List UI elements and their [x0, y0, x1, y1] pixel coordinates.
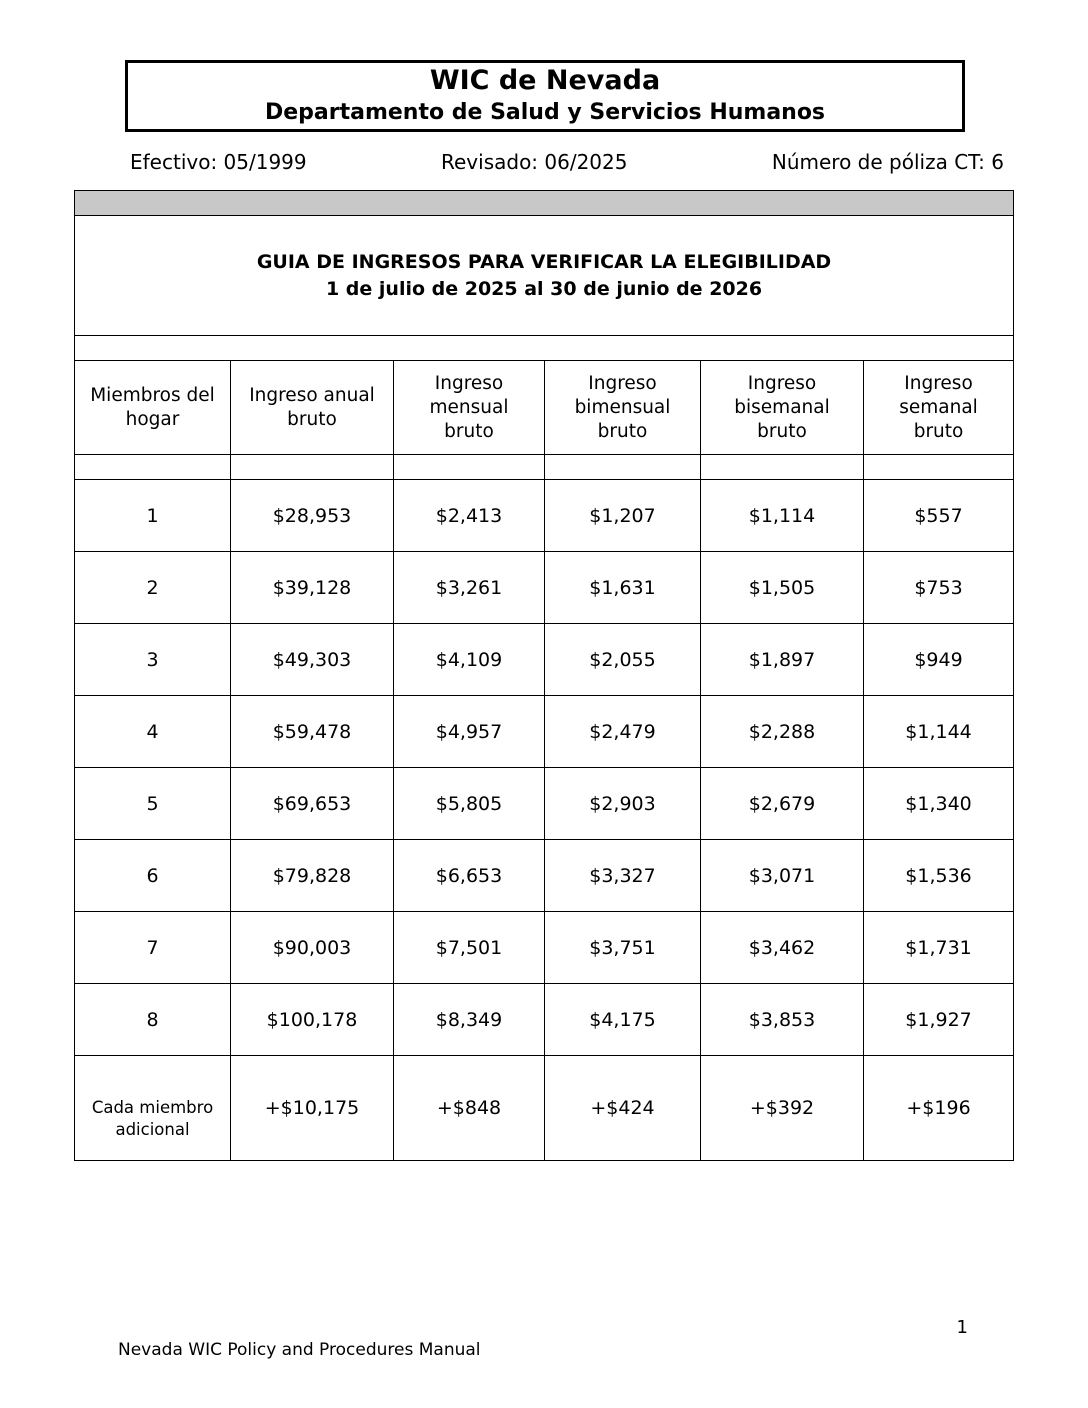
additional-member-increment-cell: +$196 [864, 1056, 1014, 1161]
income-cell: $59,478 [231, 696, 394, 768]
column-header-line: Ingreso [904, 372, 973, 394]
column-header-line: bruto [913, 420, 964, 442]
income-cell: $2,055 [545, 624, 701, 696]
table-title: GUIA DE INGRESOS PARA VERIFICAR LA ELEGIBILIDAD [256, 250, 832, 273]
table-row [75, 480, 1014, 552]
income-cell: $79,828 [231, 840, 394, 912]
table-shaded-bar [75, 191, 1014, 216]
additional-member-increment-cell: +$848 [394, 1056, 545, 1161]
column-header [545, 361, 701, 455]
additional-member-label [75, 1056, 231, 1161]
income-cell: $6,653 [394, 840, 545, 912]
column-header-line: Ingreso [434, 372, 504, 394]
income-cell: $39,128 [231, 552, 394, 624]
household-size-cell: 4 [75, 696, 231, 768]
income-cell: $100,178 [231, 984, 394, 1056]
income-cell: $3,462 [701, 912, 864, 984]
column-header-line: mensual [429, 396, 509, 418]
column-header-line: semanal [899, 396, 978, 418]
table-row [75, 624, 1014, 696]
income-cell: $2,679 [701, 768, 864, 840]
income-cell: $1,114 [701, 480, 864, 552]
page-number: 1 [956, 1317, 968, 1338]
table-row [75, 984, 1014, 1056]
column-header-line: Miembros del [90, 384, 215, 406]
table-header-row [75, 361, 1014, 455]
footer-manual-title: Nevada WIC Policy and Procedures Manual [118, 1340, 481, 1360]
column-header-line: bimensual [574, 396, 671, 418]
table-row [75, 552, 1014, 624]
column-header-line: Ingreso [588, 372, 657, 394]
income-cell: $1,536 [864, 840, 1014, 912]
income-cell: $3,853 [701, 984, 864, 1056]
household-size-cell: 8 [75, 984, 231, 1056]
column-header-line: bisemanal [734, 396, 830, 418]
column-header-line: Ingreso anual [249, 384, 375, 406]
income-cell: $2,903 [545, 768, 701, 840]
income-cell: $90,003 [231, 912, 394, 984]
column-header-line: bruto [597, 420, 648, 442]
income-cell: $3,261 [394, 552, 545, 624]
household-size-cell: 1 [75, 480, 231, 552]
income-cell: $1,340 [864, 768, 1014, 840]
income-cell: $1,207 [545, 480, 701, 552]
document-title: WIC de Nevada [429, 65, 661, 96]
effective-date: Efectivo: 05/1999 [130, 150, 307, 174]
document-subtitle: Departamento de Salud y Servicios Humanos [264, 100, 826, 125]
income-cell: $1,731 [864, 912, 1014, 984]
income-cell: $2,413 [394, 480, 545, 552]
table-date-range: 1 de julio de 2025 al 30 de junio de 2026 [325, 277, 763, 300]
income-cell: $557 [864, 480, 1014, 552]
column-header [231, 361, 394, 455]
income-cell: $1,897 [701, 624, 864, 696]
income-cell: $5,805 [394, 768, 545, 840]
income-cell: $4,109 [394, 624, 545, 696]
income-cell: $28,953 [231, 480, 394, 552]
table-title-row [75, 216, 1014, 336]
income-cell: $8,349 [394, 984, 545, 1056]
household-size-cell: 6 [75, 840, 231, 912]
income-cell: $2,479 [545, 696, 701, 768]
column-header [701, 361, 864, 455]
revised-date: Revisado: 06/2025 [441, 150, 628, 174]
income-cell: $3,071 [701, 840, 864, 912]
income-cell: $1,631 [545, 552, 701, 624]
income-cell: $4,175 [545, 984, 701, 1056]
column-header-line: bruto [444, 420, 494, 442]
table-row [75, 912, 1014, 984]
column-header-line: bruto [757, 420, 807, 442]
additional-member-increment-cell: +$424 [545, 1056, 701, 1161]
table-spacer-row [75, 455, 1014, 480]
table-row [75, 696, 1014, 768]
income-cell: $3,751 [545, 912, 701, 984]
household-size-cell: 7 [75, 912, 231, 984]
income-cell: $4,957 [394, 696, 545, 768]
income-guidelines-table [74, 190, 1014, 1161]
column-header-line: Ingreso [747, 372, 817, 394]
income-cell: $7,501 [394, 912, 545, 984]
household-size-cell: 2 [75, 552, 231, 624]
income-cell: $3,327 [545, 840, 701, 912]
additional-member-increment-cell: +$392 [701, 1056, 864, 1161]
column-header-line: bruto [287, 408, 337, 430]
income-cell: $2,288 [701, 696, 864, 768]
column-header [864, 361, 1014, 455]
income-cell: $1,144 [864, 696, 1014, 768]
income-cell: $1,927 [864, 984, 1014, 1056]
income-cell: $69,653 [231, 768, 394, 840]
income-cell: $949 [864, 624, 1014, 696]
column-header-line: hogar [125, 408, 180, 430]
document-title-box [125, 60, 965, 132]
income-cell: $49,303 [231, 624, 394, 696]
additional-member-increment-cell: +$10,175 [231, 1056, 394, 1161]
additional-member-label-line: Cada miembro [91, 1098, 214, 1117]
table-row [75, 840, 1014, 912]
income-cell: $753 [864, 552, 1014, 624]
column-header [394, 361, 545, 455]
household-size-cell: 5 [75, 768, 231, 840]
column-header [75, 361, 231, 455]
table-row-additional-member [75, 1056, 1014, 1161]
table-row [75, 768, 1014, 840]
table-blank-row [75, 336, 1014, 361]
policy-number: Número de póliza CT: 6 [771, 150, 1004, 174]
additional-member-label-line: adicional [115, 1120, 190, 1139]
household-size-cell: 3 [75, 624, 231, 696]
income-cell: $1,505 [701, 552, 864, 624]
